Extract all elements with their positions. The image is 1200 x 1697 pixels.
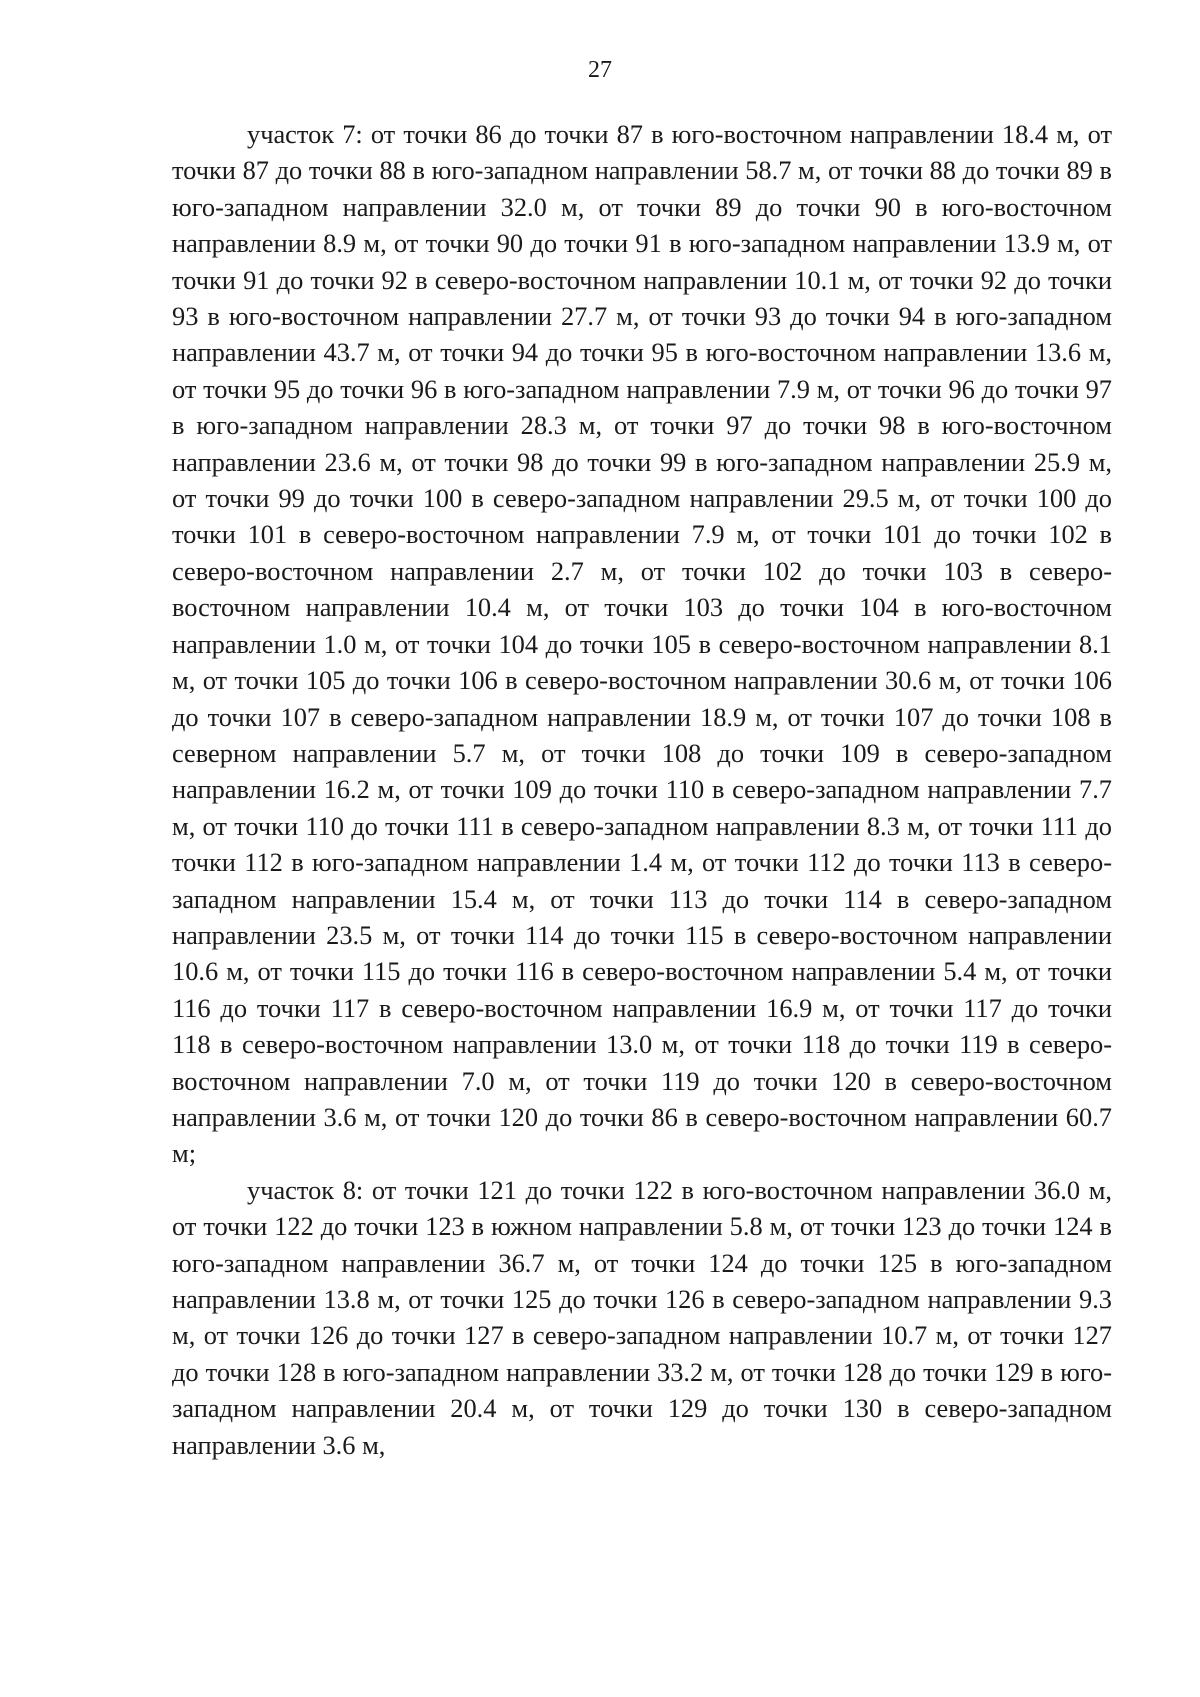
page-number: 27: [588, 57, 612, 83]
document-body: [172, 116, 1112, 1463]
paragraph-section-7: участок 7: от точки 86 до точки 87 в юго-восточном направлении 18.4 м, от точки 87 до точки 88 в юго-западном направлении 58.7 м, от точки 88 до точки 89 в юго-западном направлении 32.0 м, от точки 89 до точки 90 в юго-восточном направлении 8.9 м, от точки 90 до точки 91 в юго-западном направлении 13.9 м, от точки 91 до точки 92 в северо-восточном направлении 10.1 м, от точки 92 до точки 93 в юго-восточном направлении 27.7 м, от точки 93 до точки 94 в юго-западном направлении 43.7 м, от точки 94 до точки 95 в юго-восточном направлении 13.6 м, от точки 95 до точки 96 в юго-западном направлении 7.9 м, от точки 96 до точки 97 в юго-западном направлении 28.3 м, от точки 97 до точки 98 в юго-восточном направлении 23.6 м, от точки 98 до точки 99 в юго-западном направлении 25.9 м, от точки 99 до точки 100 в северо-западном направлении 29.5 м, от точки 100 до точки 101 в северо-восточном направлении 7.9 м, от точки 101 до точки 102 в северо-восточном направлении 2.7 м, от точки 102 до точки 103 в северо-восточном направлении 10.4 м, от точки 103 до точки 104 в юго-восточном направлении 1.0 м, от точки 104 до точки 105 в северо-восточном направлении 8.1 м, от точки 105 до точки 106 в северо-восточном направлении 30.6 м, от точки 106 до точки 107 в северо-западном направлении 18.9 м, от точки 107 до точки 108 в северном направлении 5.7 м, от точки 108 до точки 109 в северо-западном направлении 16.2 м, от точки 109 до точки 110 в северо-западном направлении 7.7 м, от точки 110 до точки 111 в северо-западном направлении 8.3 м, от точки 111 до точки 112 в юго-западном направлении 1.4 м, от точки 112 до точки 113 в северо-западном направлении 15.4 м, от точки 113 до точки 114 в северо-западном направлении 23.5 м, от точки 114 до точки 115 в северо-восточном направлении 10.6 м, от точки 115 до точки 116 в северо-восточном направлении 5.4 м, от точки 116 до точки 117 в северо-восточном направлении 16.9 м, от точки 117 до точки 118 в северо-восточном направлении 13.0 м, от точки 118 до точки 119 в северо-восточном направлении 7.0 м, от точки 119 до точки 120 в северо-восточном направлении 3.6 м, от точки 120 до точки 86 в северо-восточном направлении 60.7 м;: [172, 119, 1112, 1169]
paragraph-section-8: участок 8: от точки 121 до точки 122 в юго-восточном направлении 36.0 м, от точки 122 до точки 123 в южном направлении 5.8 м, от точки 123 до точки 124 в юго-западном направлении 36.7 м, от точки 124 до точки 125 в юго-западном направлении 13.8 м, от точки 125 до точки 126 в северо-западном направлении 9.3 м, от точки 126 до точки 127 в северо-западном направлении 10.7 м, от точки 127 до точки 128 в юго-западном направлении 33.2 м, от точки 128 до точки 129 в юго-западном направлении 20.4 м, от точки 129 до точки 130 в северо-западном направлении 3.6 м,: [172, 1174, 1112, 1460]
